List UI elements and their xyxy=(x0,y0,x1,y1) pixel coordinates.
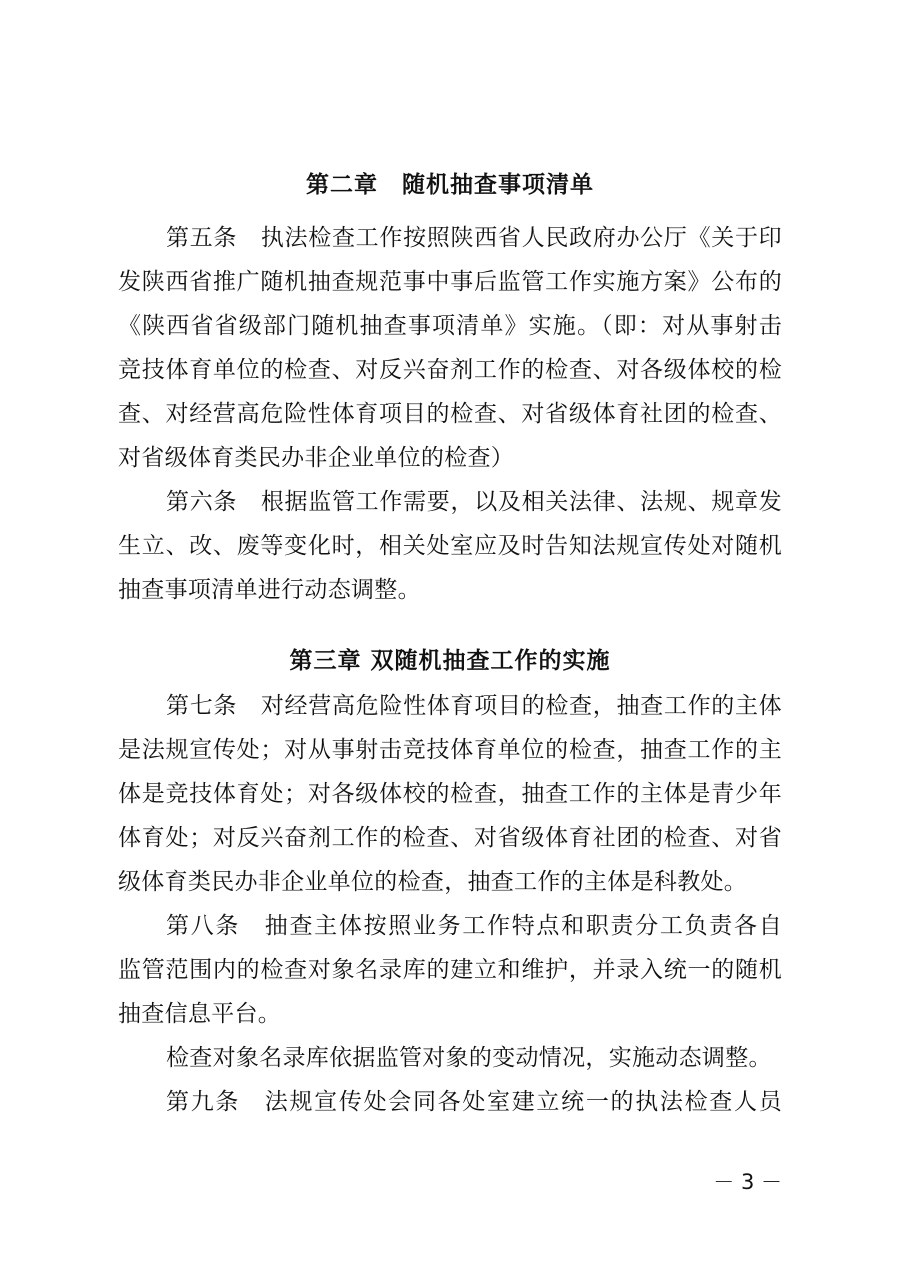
article-6-line: 抽查事项清单进行动态调整。 xyxy=(118,577,421,603)
article-5-line: 对省级体育类民办非企业单位的检查） xyxy=(118,445,515,471)
article-7-line: 体是竞技体育处；对各级体校的检查，抽查工作的主体是青少年 xyxy=(118,781,782,807)
article-7-line: 第七条 对经营高危险性体育项目的检查，抽查工作的主体 xyxy=(166,693,782,719)
article-8-paragraph-2-line: 检查对象名录库依据监管对象的变动情况，实施动态调整。 xyxy=(166,1045,772,1071)
article-5-line: 查、对经营高危险性体育项目的检查、对省级体育社团的检查、 xyxy=(118,401,782,427)
chapter-3-title: 第三章 双随机抽查工作的实施 xyxy=(289,648,611,674)
article-5-line: 《陕西省省级部门随机抽查事项清单》实施。（即：对从事射击 xyxy=(118,313,782,339)
article-7-line: 级体育类民办非企业单位的检查，抽查工作的主体是科教处。 xyxy=(118,869,748,895)
article-8-line: 监管范围内的检查对象名录库的建立和维护，并录入统一的随机 xyxy=(118,957,782,983)
article-8-line: 第八条 抽查主体按照业务工作特点和职责分工负责各自 xyxy=(166,913,782,939)
article-6-line: 生立、改、废等变化时，相关处室应及时告知法规宣传处对随机 xyxy=(118,533,782,559)
article-5-line: 第五条 执法检查工作按照陕西省人民政府办公厅《关于印 xyxy=(166,225,782,251)
chapter-2-title: 第二章 随机抽查事项清单 xyxy=(306,172,594,198)
article-7-line: 体育处；对反兴奋剂工作的检查、对省级体育社团的检查、对省 xyxy=(118,825,782,851)
article-6-line: 第六条 根据监管工作需要，以及相关法律、法规、规章发 xyxy=(166,489,782,515)
article-7-line: 是法规宣传处；对从事射击竞技体育单位的检查，抽查工作的主 xyxy=(118,737,782,763)
article-5-line: 竞技体育单位的检查、对反兴奋剂工作的检查、对各级体校的检 xyxy=(118,357,782,383)
article-9-line: 第九条 法规宣传处会同各处室建立统一的执法检查人员 xyxy=(166,1089,782,1115)
article-5-line: 发陕西省推广随机抽查规范事中事后监管工作实施方案》公布的 xyxy=(118,269,782,295)
page-number: － 3 － xyxy=(713,1170,782,1194)
article-8-line: 抽查信息平台。 xyxy=(118,1001,282,1027)
